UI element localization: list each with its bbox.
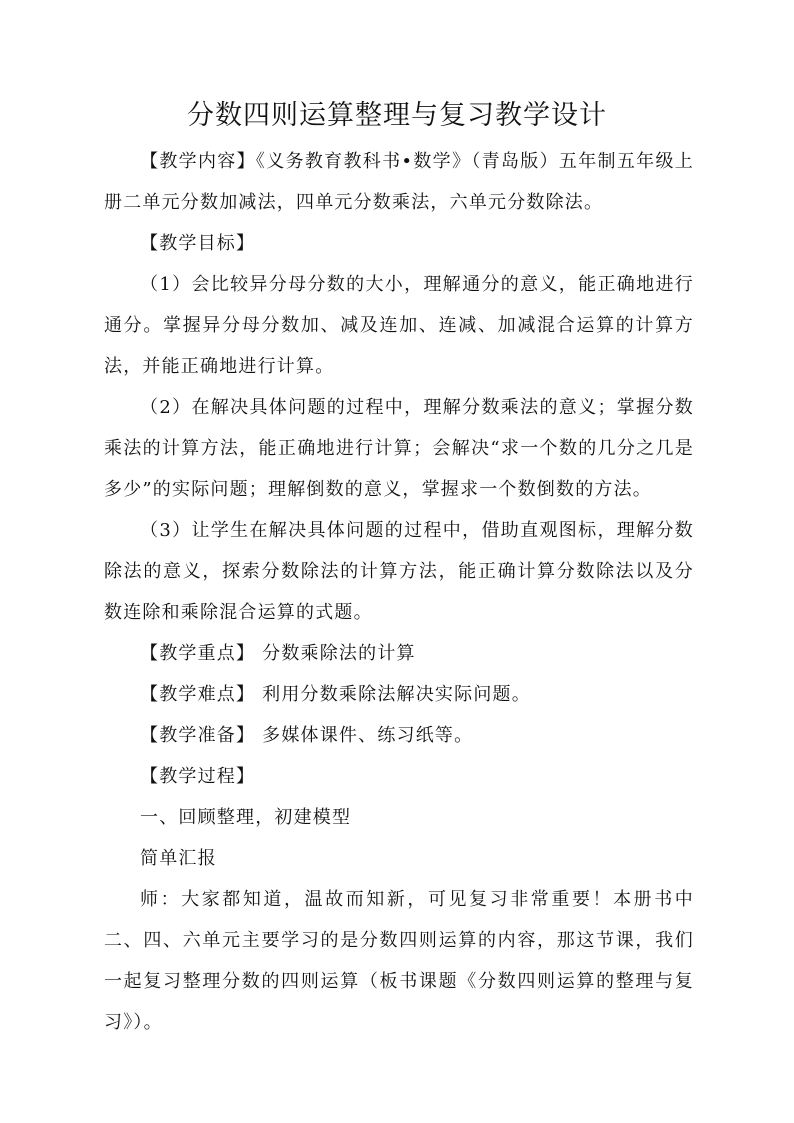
difficulty-text: 利用分数乘除法解决实际问题。 — [262, 684, 531, 705]
document-body — [104, 141, 694, 1043]
teaching-process-heading: 【教学过程】 — [140, 766, 256, 787]
difficulty-paragraph — [104, 674, 694, 715]
document-title: 分数四则运算整理与复习教学设计 — [187, 100, 607, 131]
preparation-paragraph — [104, 715, 694, 756]
subsection-brief-report: 简单汇报 — [140, 848, 217, 869]
key-point-label: 【教学重点】 — [140, 643, 256, 664]
teaching-objectives-heading: 【教学目标】 — [140, 233, 256, 254]
difficulty-label: 【教学难点】 — [140, 684, 256, 705]
objective-1: （1）会比较异分母分数的大小，理解通分的意义，能正确地进行通分。掌握异分母分数加、减及连加、连减、加减混合运算的计算方法，并能正确地进行计算。 — [104, 274, 694, 377]
teaching-content-paragraph — [104, 141, 694, 223]
objective-2: （2）在解决具体问题的过程中，理解分数乘法的意义；掌握分数乘法的计算方法，能正确地进行计算；会解决“求一个数的几分之几是多少”的实际问题；理解倒数的意义，掌握求一个数倒数的方法。 — [104, 397, 694, 500]
key-point-text: 分数乘除法的计算 — [262, 643, 416, 664]
preparation-label: 【教学准备】 — [140, 725, 256, 746]
teacher-speech-paragraph: 师：大家都知道，温故而知新，可见复习非常重要！本册书中二、四、六单元主要学习的是分数四则运算的内容，那这节课，我们一起复习整理分数的四则运算（板书课题《分数四则运算的整理与复习》）。 — [104, 889, 694, 1033]
section-review-heading: 一、回顾整理，初建模型 — [140, 807, 352, 828]
teaching-content-text: 《义务教育教科书•数学》（青岛版）五年制五年级上册二单元分数加减法，四单元分数乘法，六单元分数除法。 — [104, 151, 694, 213]
preparation-text: 多媒体课件、练习纸等。 — [262, 725, 474, 746]
objective-3: （3）让学生在解决具体问题的过程中，借助直观图标，理解分数除法的意义，探索分数除法的计算方法，能正确计算分数除法以及分数连除和乘除混合运算的式题。 — [104, 520, 694, 623]
key-point-paragraph — [104, 633, 694, 674]
teaching-content-label: 【教学内容】 — [140, 151, 256, 172]
